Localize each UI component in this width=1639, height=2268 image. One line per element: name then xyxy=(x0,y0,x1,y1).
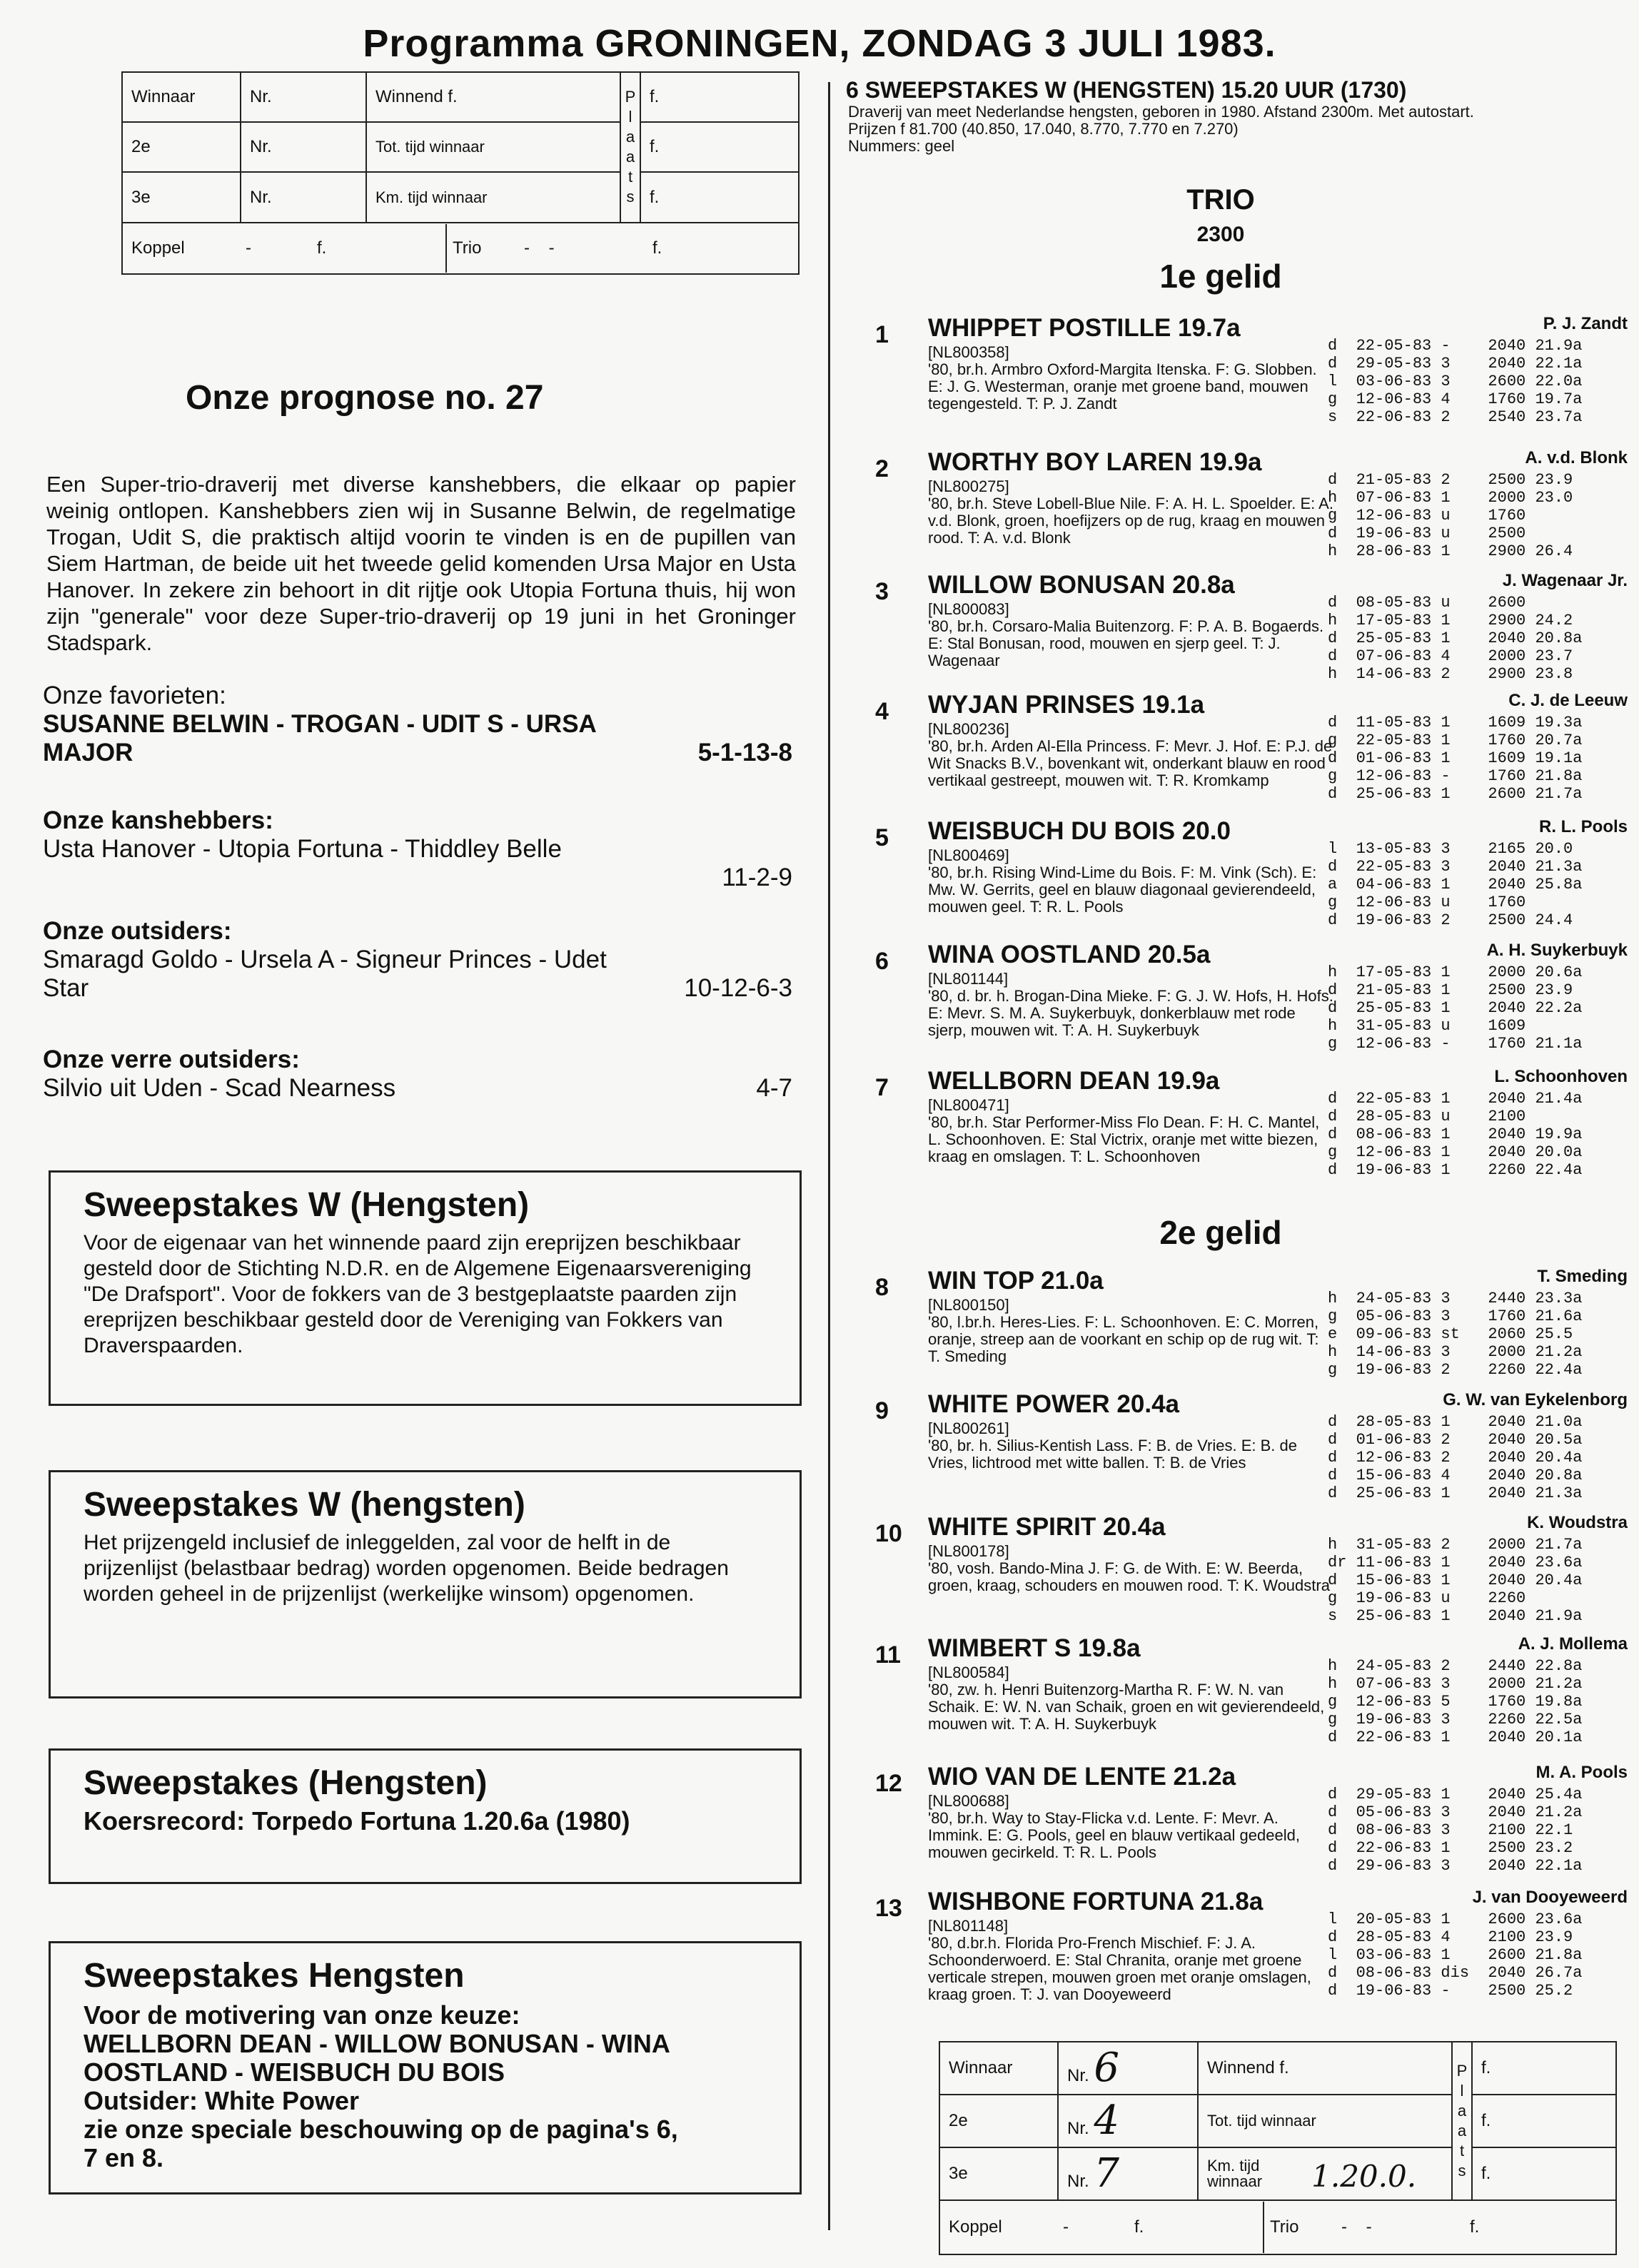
winnaar-label: Winnaar xyxy=(939,2042,1058,2095)
horse-trainer: K. Woudstra xyxy=(1527,1513,1628,1532)
horse-entry xyxy=(871,941,1628,1062)
horse-form: d 28-05-83 1 2040 21.0a d 01-06-83 2 2040 20.5a d 12-06-83 2 2040 20.4a d 15-06-83 4 2040 20.8a d 25-06-83 1 2040 21.3a xyxy=(1328,1413,1583,1502)
horse-entry xyxy=(871,817,1628,938)
horse-name: WISHBONE FORTUNA 21.8a xyxy=(928,1888,1264,1915)
horse-form: h 24-05-83 3 2440 23.3a g 05-06-83 3 1760 21.6a e 09-06-83 st 2060 25.5 h 14-06-83 3 2000 21.2a g 19-06-83 2 2260 22.4a xyxy=(1328,1290,1583,1379)
horse-number: 10 xyxy=(875,1520,902,1547)
horse-form: h 24-05-83 2 2440 22.8a h 07-06-83 3 2000 21.2a g 12-06-83 5 1760 19.8a g 19-06-83 3 2260 22.5a d 22-06-83 1 2040 20.1a xyxy=(1328,1657,1583,1746)
horse-entry xyxy=(871,1267,1628,1388)
koppel-f[interactable]: f. xyxy=(317,238,327,258)
horse-trainer: T. Smeding xyxy=(1537,1267,1628,1286)
box-koersrecord: Sweepstakes (Hengsten) Koersrecord: Torpedo Fortuna 1.20.6a (1980) xyxy=(49,1748,802,1884)
horse-entry xyxy=(871,1763,1628,1884)
km-tijd-cell[interactable]: Km. tijd winnaar 1.20.0. xyxy=(1198,2147,1452,2200)
nr-cell[interactable]: Nr. 6 xyxy=(1058,2042,1198,2095)
handwritten-winner: 6 xyxy=(1094,2044,1119,2091)
horse-number: 2 xyxy=(875,455,889,482)
horse-description: [NL801148] '80, d.br.h. Florida Pro-French Mischief. F: J. A. Schoonderwoerd. E: Stal Chranita, oranje met groene verticale strepen, mouwen groen met oranje omslagen, kraag groen. T: J. van Dooyeweerd xyxy=(928,1917,1311,2003)
race-title: 6 SWEEPSTAKES W (HENGSTEN) 15.20 UUR (1730) xyxy=(846,77,1407,103)
trio-f[interactable]: f. xyxy=(652,238,662,258)
plaats-f-1[interactable]: f. xyxy=(1472,2042,1616,2095)
horse-entry xyxy=(871,691,1628,812)
horse-name: WELLBORN DEAN 19.9a xyxy=(928,1067,1220,1095)
horse-form: d 21-05-83 2 2500 23.9 h 07-06-83 1 2000 23.0 g 12-06-83 u 1760 d 19-06-83 u 2500 h 28-06-83 1 2900 26.4 xyxy=(1328,471,1573,560)
horse-name: WHITE SPIRIT 20.4a xyxy=(928,1513,1166,1541)
box-motivering: Sweepstakes Hengsten Voor de motivering van onze keuze: WELLBORN DEAN - WILLOW BONUSAN - WINA OOSTLAND - WEISBUCH DU BOIS Outsider: White Power zie onze speciale beschouwing op de pagina's 6, 7 en 8. xyxy=(49,1941,802,2194)
horse-form: d 11-05-83 1 1609 19.3a g 22-05-83 1 1760 20.7a d 01-06-83 1 1609 19.1a g 12-06-83 - 1760 21.8a d 25-06-83 1 2600 21.7a xyxy=(1328,714,1583,803)
horse-trainer: P. J. Zandt xyxy=(1543,314,1628,333)
horse-name: WILLOW BONUSAN 20.8a xyxy=(928,571,1235,599)
horse-number: 5 xyxy=(875,824,889,851)
winnend-cell[interactable]: Winnend f. xyxy=(366,72,620,122)
box-ereprijzen: Sweepstakes W (Hengsten) Voor de eigenaar van het winnende paard zijn ereprijzen beschikbaar gesteld door de Stichting N.D.R. en de Algemene Eigenaarsvereniging "De Drafsport". Voor de fokkers van de 3 bestgeplaatste paarden zijn ereprijzen beschikbaar gesteld door de Vereniging van Fokkers van Draverspaarden. xyxy=(49,1170,802,1406)
handwritten-time: 1.20.0. xyxy=(1311,2158,1417,2194)
horse-number: 9 xyxy=(875,1397,889,1424)
horse-number: 4 xyxy=(875,698,889,725)
prognose-intro: Een Super-trio-draverij met diverse kanshebbers, die elkaar op papier weinig ontlopen. Kanshebbers zien wij in Susanne Belwin, de regelmatige Trogan, Udit S, die praktisch altijd voorin te vinden is en de pupillen van Siem Hartman, de beide uit het tweede gelid komenden Ursa Major en Usta Hanover. In zekere zin behoort in dit rijtje ook Utopia Fortuna thuis, hij won zijn "generale" voor deze Super-trio-draverij op 19 juni in het Groninger Stadspark. xyxy=(46,472,796,655)
distance-heading: 2300 xyxy=(1196,223,1245,246)
plaats-label: P l a a t s xyxy=(1452,2042,1472,2200)
horse-name: WINA OOSTLAND 20.5a xyxy=(928,941,1211,968)
horse-name: WORTHY BOY LAREN 19.9a xyxy=(928,448,1262,476)
horse-number: 8 xyxy=(875,1274,889,1301)
prognose-heading: Onze prognose no. 27 xyxy=(186,379,544,417)
horse-description: [NL800275] '80, br.h. Steve Lobell-Blue Nile. F: A. H. L. Spoelder. E: A. v.d. Blonk, groen, hoefijzers op de rug, kraag en mouwen rood. T: A. v.d. Blonk xyxy=(928,477,1333,547)
result-form-top: Winnaar Nr. Winnend f. P l a a t s f. 2e Nr. Tot. tijd winnaar f. 3e Nr. Km. tijd winnaar f. Koppel - f. Trio - - f. xyxy=(121,71,800,275)
horse-entry xyxy=(871,1888,1628,2009)
horse-trainer: J. Wagenaar Jr. xyxy=(1502,571,1628,590)
horse-description: [NL800471] '80, br.h. Star Performer-Miss Flo Dean. F: H. C. Mantel, L. Schoonhoven. E: Stal Victrix, oranje met witte biezen, kraag en omslagen. T: L. Schoonhoven xyxy=(928,1096,1320,1165)
horse-number: 7 xyxy=(875,1074,889,1101)
horse-description: [NL800261] '80, br. h. Silius-Kentish Lass. F: B. de Vries. E: B. de Vries, lichtrood met witte ballen. T: B. de Vries xyxy=(928,1419,1297,1472)
horse-form: d 22-05-83 - 2040 21.9a d 29-05-83 3 2040 22.1a l 03-06-83 3 2600 22.0a g 12-06-83 4 1760 19.7a s 22-06-83 2 2540 23.7a xyxy=(1328,337,1583,426)
horse-entry xyxy=(871,1634,1628,1756)
handwritten-second: 4 xyxy=(1094,2097,1119,2144)
horse-description: [NL800150] '80, l.br.h. Heres-Lies. F: L. Schoonhoven. E: C. Morren, oranje, streep aan de voorkant en schip op de rug wit. T: T. Smeding xyxy=(928,1296,1319,1365)
horse-name: WEISBUCH DU BOIS 20.0 xyxy=(928,817,1231,845)
horse-number: 12 xyxy=(875,1770,902,1797)
horse-name: WIN TOP 21.0a xyxy=(928,1267,1104,1295)
horse-trainer: A. J. Mollema xyxy=(1518,1634,1628,1654)
page-title: Programma GRONINGEN, ZONDAG 3 JULI 1983. xyxy=(363,22,1276,65)
trio-label: Trio xyxy=(445,224,524,273)
kanshebbers-numbers: 11-2-9 xyxy=(722,864,792,891)
trio-f[interactable]: f. xyxy=(1470,2217,1480,2237)
plaats-f-2[interactable]: f. xyxy=(1472,2095,1616,2147)
horse-entry xyxy=(871,571,1628,692)
race-description: Draverij van meet Nederlandse hengsten, geboren in 1980. Afstand 2300m. Met autostart. Prijzen f 81.700 (40.850, 17.040, 8.770, 7.770 en 7.270) Nummers: geel xyxy=(848,103,1474,155)
horse-entry xyxy=(871,448,1628,569)
horse-name: WHIPPET POSTILLE 19.7a xyxy=(928,314,1241,342)
koppel-label: Koppel xyxy=(949,2217,1002,2237)
horse-form: d 22-05-83 1 2040 21.4a d 28-05-83 u 2100 d 08-06-83 1 2040 19.9a g 12-06-83 1 2040 20.0a d 19-06-83 1 2260 22.4a xyxy=(1328,1090,1583,1179)
plaats-f-1[interactable]: f. xyxy=(640,72,799,122)
winnaar-label: Winnaar xyxy=(122,72,241,122)
favorites-numbers: 5-1-13-8 xyxy=(697,739,792,766)
tot-tijd-cell[interactable]: Tot. tijd winnaar xyxy=(1198,2095,1452,2147)
horse-name: WIO VAN DE LENTE 21.2a xyxy=(928,1763,1236,1791)
horse-name: WYJAN PRINSES 19.1a xyxy=(928,691,1205,719)
horse-description: [NL800236] '80, br.h. Arden Al-Ella Princess. F: Mevr. J. Hof. E: P.J. de Wit Snacks B.V., bovenkant wit, onderkant blauw en rood vertikaal gestreept, mouwen wit. T: R. Kromkamp xyxy=(928,720,1333,789)
second-label: 2e xyxy=(939,2095,1058,2147)
horse-entry xyxy=(871,1390,1628,1512)
kanshebbers-section: Onze kanshebbers: Usta Hanover - Utopia Fortuna - Thiddley Belle 11-2-9 xyxy=(43,806,792,891)
horse-entry xyxy=(871,1067,1628,1188)
handwritten-third: 7 xyxy=(1094,2150,1119,2197)
horse-description: [NL800358] '80, br.h. Armbro Oxford-Margita Itenska. F: G. Slobben. E: J. G. Westerman, oranje met groene band, mouwen tegengesteld. T: P. J. Zandt xyxy=(928,343,1317,412)
trio-label: Trio xyxy=(1263,2202,1341,2253)
outsiders-numbers: 10-12-6-3 xyxy=(684,974,792,1002)
trio-heading: TRIO xyxy=(1186,184,1255,216)
horse-description: [NL801144] '80, d. br. h. Brogan-Dina Mieke. F: G. J. W. Hofs, H. Hofs. E: Mevr. S. M. A. Suykerbuyk, donkerblauw met rode sjerp, mouwen wit. T: A. H. Suykerbuyk xyxy=(928,970,1333,1039)
nr-cell[interactable]: Nr. xyxy=(241,122,366,172)
horse-description: [NL800083] '80, br.h. Corsaro-Malia Buitenzorg. F: P. A. B. Bogaerds. E: Stal Bonusan, rood, mouwen en sjerp geel. T: J. Wagenaar xyxy=(928,600,1324,669)
nr-cell[interactable]: Nr. 7 xyxy=(1058,2147,1198,2200)
column-divider xyxy=(828,82,830,2230)
plaats-f-2[interactable]: f. xyxy=(640,122,799,172)
plaats-label: P l a a t s xyxy=(620,72,640,223)
horse-number: 6 xyxy=(875,948,889,975)
horse-trainer: L. Schoonhoven xyxy=(1494,1067,1628,1086)
winnend-cell[interactable]: Winnend f. xyxy=(1198,2042,1452,2095)
second-label: 2e xyxy=(122,122,241,172)
third-label: 3e xyxy=(939,2147,1058,2200)
horse-form: h 17-05-83 1 2000 20.6a d 21-05-83 1 2500 23.9 d 25-05-83 1 2040 22.2a h 31-05-83 u 1609 g 12-06-83 - 1760 21.1a xyxy=(1328,963,1583,1053)
verre-numbers: 4-7 xyxy=(756,1074,792,1102)
koppel-f[interactable]: f. xyxy=(1134,2217,1144,2237)
horse-form: h 31-05-83 2 2000 21.7a dr 11-06-83 1 2040 23.6a d 15-06-83 1 2040 20.4a g 19-06-83 u 2260 s 25-06-83 1 2040 21.9a xyxy=(1328,1536,1583,1625)
horse-trainer: A. H. Suykerbuyk xyxy=(1486,941,1628,960)
nr-cell[interactable]: Nr. xyxy=(241,172,366,222)
horse-form: l 13-05-83 3 2165 20.0 d 22-05-83 3 2040 21.3a a 04-06-83 1 2040 25.8a g 12-06-83 u 1760 d 19-06-83 2 2500 24.4 xyxy=(1328,840,1583,929)
gelid-2-heading: 2e gelid xyxy=(1159,1214,1282,1251)
horse-number: 13 xyxy=(875,1895,902,1922)
horse-trainer: J. van Dooyeweerd xyxy=(1472,1888,1628,1907)
horse-trainer: C. J. de Leeuw xyxy=(1508,691,1628,710)
horse-name: WIMBERT S 19.8a xyxy=(928,1634,1141,1662)
horse-number: 1 xyxy=(875,321,889,348)
horse-trainer: A. v.d. Blonk xyxy=(1525,448,1628,467)
outsiders-section: Onze outsiders: Smaragd Goldo - Ursela A - Signeur Princes - Udet Star 10-12-6-3 xyxy=(43,917,792,1002)
horse-name: WHITE POWER 20.4a xyxy=(928,1390,1180,1418)
plaats-f-3[interactable]: f. xyxy=(1472,2147,1616,2200)
third-label: 3e xyxy=(122,172,241,222)
verre-outsiders-section: Onze verre outsiders: Silvio uit Uden - Scad Nearness 4-7 xyxy=(43,1046,792,1102)
tot-tijd-cell[interactable]: Tot. tijd winnaar xyxy=(366,122,620,172)
horse-form: d 08-05-83 u 2600 h 17-05-83 1 2900 24.2 d 25-05-83 1 2040 20.8a d 07-06-83 4 2000 23.7 h 14-06-83 2 2900 23.8 xyxy=(1328,594,1583,683)
horse-number: 11 xyxy=(875,1641,901,1669)
horse-entry xyxy=(871,314,1628,435)
horse-description: [NL800688] '80, br.h. Way to Stay-Flicka v.d. Lente. F: Mevr. A. Immink. E: G. Pools, geel en blauw vertikaal gedeeld, mouwen gecirkeld. T: R. L. Pools xyxy=(928,1792,1300,1861)
box-prijzengeld: Sweepstakes W (hengsten) Het prijzengeld inclusief de inleggelden, zal voor de helft in de prijzenlijst (belastbaar bedrag) worden opgenomen. Beide bedragen worden geheel in de prijzenlijst (werkelijke winsom) opgenomen. xyxy=(49,1470,802,1699)
gelid-1-heading: 1e gelid xyxy=(1159,258,1282,295)
plaats-f-3[interactable]: f. xyxy=(640,172,799,222)
horse-form: l 20-05-83 1 2600 23.6a d 28-05-83 4 2100 23.9 l 03-06-83 1 2600 21.8a d 08-06-83 dis 2040 26.7a d 19-06-83 - 2500 25.2 xyxy=(1328,1910,1583,2000)
nr-cell[interactable]: Nr. 4 xyxy=(1058,2095,1198,2147)
horse-description: [NL800584] '80, zw. h. Henri Buitenzorg-Martha R. F: W. N. van Schaik. E: W. N. van Schaik, groen en wit gevierendeeld, mouwen wit. T: A. H. Suykerbuyk xyxy=(928,1664,1325,1733)
horse-form: d 29-05-83 1 2040 25.4a d 05-06-83 3 2040 21.2a d 08-06-83 3 2100 22.1 d 22-06-83 1 2500 23.2 d 29-06-83 3 2040 22.1a xyxy=(1328,1786,1583,1875)
nr-cell[interactable]: Nr. xyxy=(241,72,366,122)
km-tijd-cell[interactable]: Km. tijd winnaar xyxy=(366,172,620,222)
horse-trainer: G. W. van Eykelenborg xyxy=(1443,1390,1628,1409)
horse-trainer: M. A. Pools xyxy=(1535,1763,1628,1782)
favorites-section: Onze favorieten: SUSANNE BELWIN - TROGAN - UDIT S - URSA MAJOR 5-1-13-8 xyxy=(43,682,792,766)
horse-trainer: R. L. Pools xyxy=(1538,817,1628,836)
horse-number: 3 xyxy=(875,578,889,605)
result-form-bottom: Winnaar Nr. 6 Winnend f. P l a a t s f. 2e Nr. 4 Tot. tijd winnaar f. 3e Nr. 7 Km. tijd winnaar 1.20.0. f. Koppel - f. Trio - - f. xyxy=(939,2041,1617,2255)
koppel-label: Koppel xyxy=(131,238,185,258)
favorites-label: Onze favorieten: xyxy=(43,682,226,709)
horse-entry xyxy=(871,1513,1628,1634)
horse-description: [NL800178] '80, vosh. Bando-Mina J. F: G. de With. E: W. Beerda, groen, kraag, schouders en mouwen rood. T: K. Woudstra xyxy=(928,1542,1330,1594)
horse-description: [NL800469] '80, br.h. Rising Wind-Lime du Bois. F: M. Vink (Sch). E: Mw. W. Gerrits, geel en blauw diagonaal gevierendeeld, mouwen geel. T: R. L. Pools xyxy=(928,846,1317,916)
